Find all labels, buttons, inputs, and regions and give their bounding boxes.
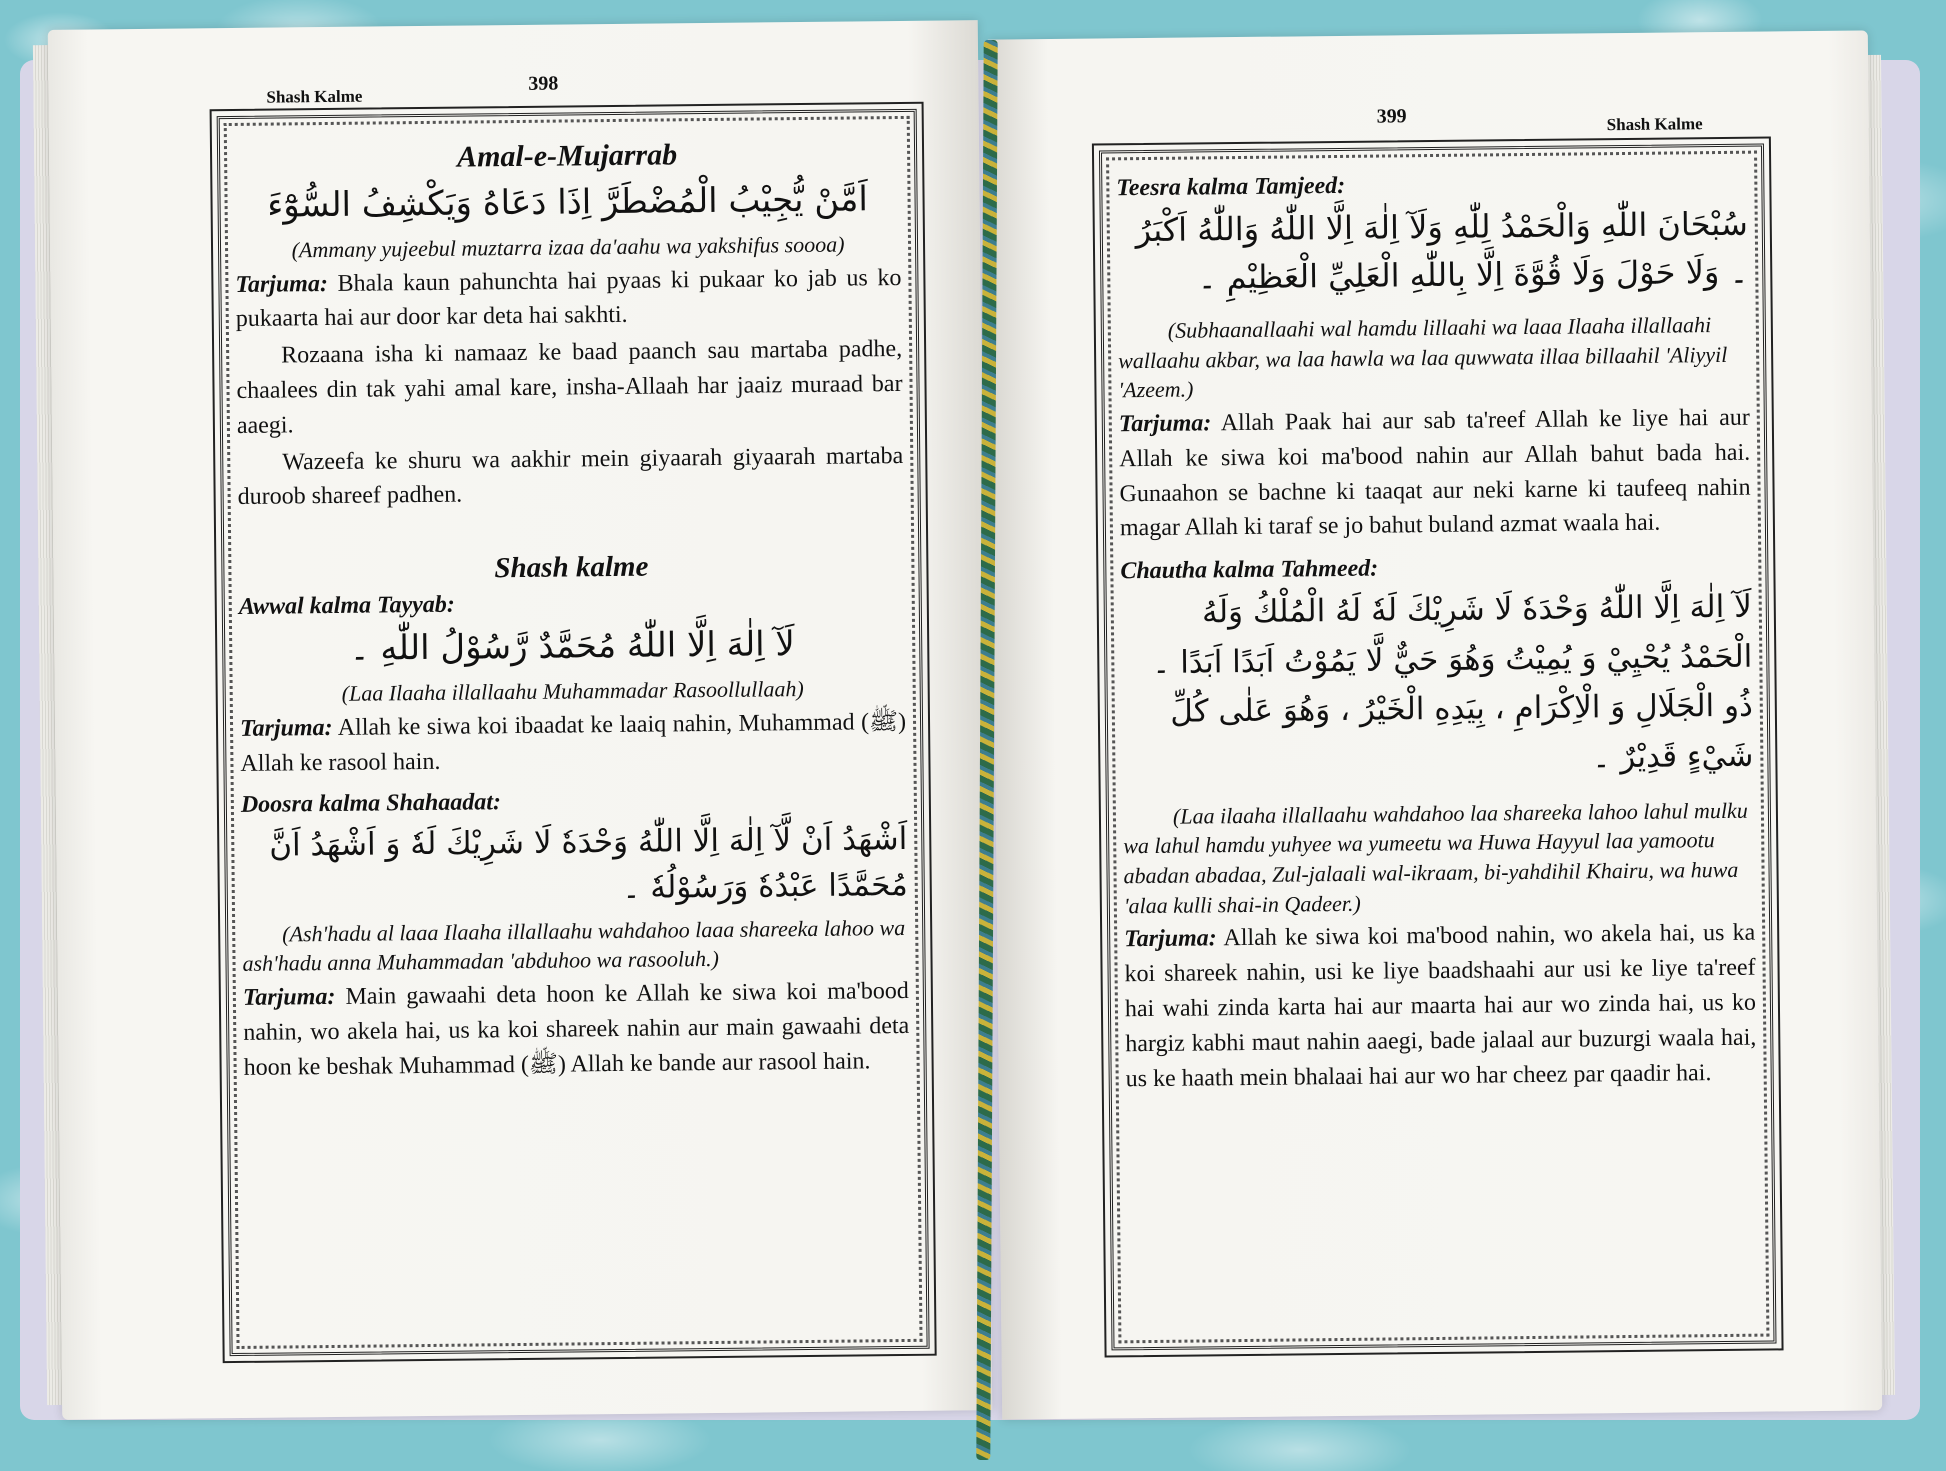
kalma-3-tarjuma (1119, 401, 1751, 547)
amal-paragraph-2: Wazeefa ke shuru wa aakhir mein giyaarah giyaarah martaba duroob shareef padhen. (237, 442, 904, 511)
kalma-1-tarjuma-text: Allah ke siwa koi ibaadat ke laaiq nahin, Muhammad (ﷺ) Allah ke rasool hain. (240, 708, 907, 777)
kalma-4-tarjuma-text: Allah ke siwa koi ma'bood nahin, wo akela hai, us ka koi shareek nahin, usi ke liye baadshaahi aur usi ke liye ta'reef hai wahi zinda karta hai aur maarta hai aur wo zinda hai, us ko hargiz kabhi maut nahin aaegi, bade jalaal aur buzurgi waala hai, us ke haath mein bhalaai hai aur wo har cheez par qaadir hai. (1124, 920, 1757, 1092)
left-page-number: 398 (528, 72, 559, 95)
kalma-3-title: Teesra kalma Tamjeed: (1116, 172, 1346, 202)
kalma-4-title: Chautha kalma Tahmeed: (1120, 555, 1379, 585)
kalma-2-tarjuma-text: Main gawaahi deta hoon ke Allah ke siwa koi ma'bood nahin, wo akela hai, us ka koi shareek nahin aur main gawaahi deta hoon ke beshak Muhammad (ﷺ) Allah ke bande aur rasool hain. (243, 977, 910, 1081)
tarjuma-label: Tarjuma: (1124, 925, 1217, 953)
amal-heading: Amal-e-Mujarrab (456, 138, 678, 174)
kalma-1-transliteration: (Laa Ilaaha illallaahu Muhammadar Rasoollullaah) (341, 676, 804, 707)
tarjuma-label: Tarjuma: (235, 270, 329, 298)
kalma-3-transliteration: (Subhaanallaahi wal hamdu lillaahi wa laaa Ilaaha illallaahi wallaahu akbar, wa laa hawla wa laa quwwata illaa billaahil 'Aliyyil 'Azeem.) (1118, 312, 1728, 403)
kalma-4-tarjuma (1124, 916, 1757, 1097)
right-border-frame (1099, 144, 1777, 1351)
kalma-2-arabic: اَشْهَدُ اَنْ لَّآ اِلٰهَ اِلَّا اللّٰهُ وَحْدَهٗ لَا شَرِيْكَ لَهٗ وَ اَشْهَدُ اَنَّ مُحَمَّدًا عَبْدُهٗ وَرَسُوْلُهٗ ۔ (269, 820, 908, 906)
kalma-1-tarjuma (240, 705, 907, 782)
amal-paragraph-1: Rozaana isha ki namaaz ke baad paanch sau martaba padhe, chaalees din tak yahi amal kare, insha-Allaah har jaaiz muraad bar aaegi. (236, 336, 903, 439)
left-page (48, 20, 993, 1420)
right-page (988, 30, 1882, 1419)
tarjuma-label: Tarjuma: (1118, 410, 1212, 438)
amal-tarjuma (235, 261, 902, 338)
kalma-2-title: Doosra kalma Shahaadat: (240, 788, 502, 818)
kalma-2-tarjuma (243, 974, 910, 1085)
kalma-1-title: Awwal kalma Tayyab: (238, 591, 455, 621)
right-page-number: 399 (1376, 105, 1407, 128)
kalma-1-arabic: لَآ اِلٰهَ اِلَّا اللّٰهُ مُحَمَّدٌ رَّسُوْلُ اللّٰهِ ۔ (349, 624, 796, 670)
amal-arabic: اَمَّنْ يُّجِيْبُ الْمُضْطَرَّ اِذَا دَعَاهُ وَيَكْشِفُ السُّوْٓءَ (267, 179, 869, 226)
kalma-2-transliteration: (Ash'hadu al laaa Ilaaha illallaahu wahdahoo laaa shareeka lahoo wa ash'hadu anna Muhammadan 'abduhoo wa rasooluh.) (242, 914, 906, 977)
amal-tarjuma-text: Bhala kaun pahunchta hai pyaas ki pukaar ko jab us ko pukaarta hai aur door kar deta hai sakhti. (235, 264, 902, 333)
shash-kalme-heading: Shash kalme (494, 550, 649, 585)
left-border-frame (217, 109, 930, 1356)
kalma-3-tarjuma-text: Allah Paak hai aur sab ta'reef Allah ke liye hai aur Allah ke siwa koi ma'bood nahin aur Allah bahut bada hai. Gunaahon se bachne ki taaqat aur neki karne ki taufeeq nahin magar Allah ki taraf se jo bahut buland azmat waala hai. (1119, 404, 1751, 542)
amal-transliteration: (Ammany yujeebul muztarra izaa da'aahu wa yakshifus soooa) (291, 231, 845, 263)
kalma-3-arabic: سُبْحَانَ اللّٰهِ وَالْحَمْدُ لِلّٰهِ وَلَآ اِلٰهَ اِلَّا اللّٰهُ وَاللّٰهُ اَكْبَرُ ۔ وَلَا حَوْلَ وَلَا قُوَّةَ اِلَّا بِاللّٰهِ الْعَلِيِّ الْعَظِيْمِ ۔ (1135, 204, 1749, 297)
right-content (1116, 165, 1759, 1330)
tarjuma-label: Tarjuma: (239, 714, 333, 742)
left-running-head: Shash Kalme (266, 86, 363, 107)
kalma-4-arabic: لَآ اِلٰهَ اِلَّا اللّٰهُ وَحْدَهٗ لَا شَرِيْكَ لَهٗ لَهُ الْمُلْكُ وَلَهُ الْحَمْدُ يُحْيِيْ وَ يُمِيْتُ وَهُوَ حَيٌّ لَّا يَمُوْتُ اَبَدًا اَبَدًا ۔ ذُو الْجَلَالِ وَ الْاِكْرَامِ ، بِيَدِهِ الْخَيْرُ ، وَهُوَ عَلٰى كُلِّ شَيْءٍ قَدِيْرٌ ۔ (1152, 588, 1754, 776)
left-content (234, 130, 913, 1335)
tarjuma-label: Tarjuma: (242, 983, 336, 1011)
right-running-head: Shash Kalme (1606, 114, 1703, 135)
kalma-4-transliteration: (Laa ilaaha illallaahu wahdahoo laa shareeka lahoo lahul mulku wa lahul hamdu yuhyee wa yumeetu wa Huwa Hayyul laa yamootu abadan abadaa, Zul-jalaali wal-ikraam, bi-yahdihil Khairu, wa huwa 'alaa kulli shai-in Qadeer.) (1123, 797, 1748, 918)
